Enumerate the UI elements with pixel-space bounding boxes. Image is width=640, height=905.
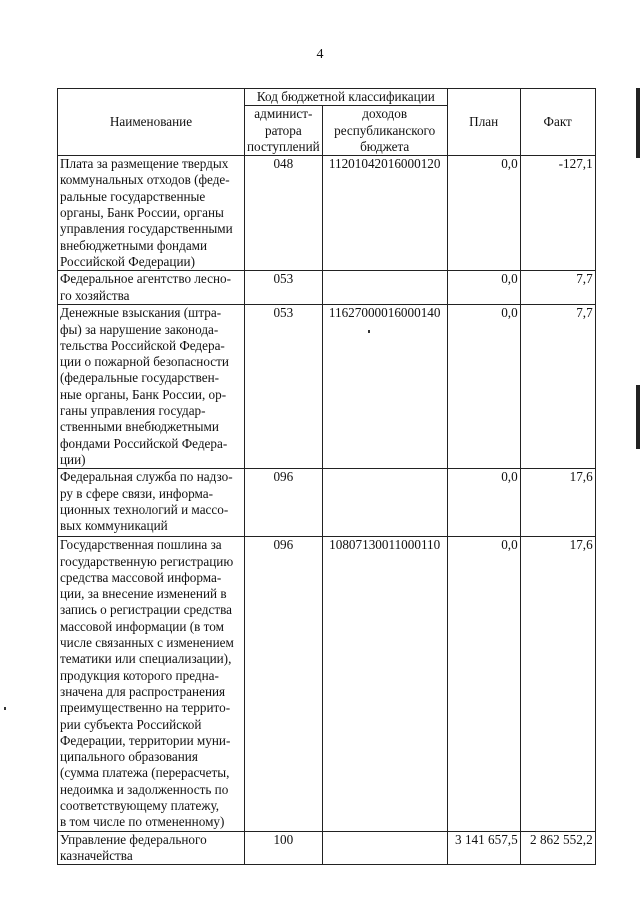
row-name <box>58 537 245 831</box>
budget-table <box>57 88 596 865</box>
row-name-line: Плата за размещение твердых <box>60 156 229 172</box>
row-admin-code: 053 <box>245 271 323 305</box>
header-income-line2: республиканского <box>334 122 436 138</box>
row-income-code <box>322 271 447 305</box>
row-name-line: ции) <box>60 451 86 467</box>
row-name-line: рии субъекта Российской <box>60 716 202 732</box>
row-name-line: средства массовой информа- <box>60 569 222 585</box>
row-name-line: ганы управления государ- <box>60 403 206 419</box>
row-name-line: Государственная пошлина за <box>60 537 222 553</box>
row-name-line: ру в сфере связи, информа- <box>60 485 213 501</box>
row-income-code <box>322 831 447 865</box>
row-name <box>58 469 245 537</box>
row-name-line: тельства Российской Федера- <box>60 337 225 353</box>
row-name-line: ные органы, Банк России, ор- <box>60 386 227 402</box>
header-admin-line1: админист- <box>254 106 313 122</box>
row-name-line: значена для распространения <box>60 683 226 699</box>
row-name-line: управления государственными <box>60 221 233 237</box>
scan-left-mark <box>4 707 6 710</box>
row-name-line: ционных технологий и массо- <box>60 501 229 517</box>
header-income <box>322 106 447 156</box>
row-name-line: внебюджетными фондами <box>60 237 208 253</box>
row-name-line: ции, за внесение изменений в <box>60 586 227 602</box>
table-row <box>58 469 596 537</box>
row-name-line: Федерации, территории муни- <box>60 732 231 748</box>
header-admin-line3: поступлений <box>247 138 320 154</box>
row-plan: 3 141 657,5 <box>447 831 520 865</box>
row-name-line: недоимка и задолженность по <box>60 781 229 797</box>
row-name-line: казначейства <box>60 847 133 863</box>
row-name-line: вых коммуникаций <box>60 518 168 534</box>
row-name-line: соответствующему платежу, <box>60 797 220 813</box>
row-plan: 0,0 <box>447 156 520 271</box>
page-number: 4 <box>316 47 324 62</box>
row-name-line: ции о пожарной безопасности <box>60 354 229 370</box>
row-income-code: 11201042016000120 <box>322 156 447 271</box>
table-row <box>58 537 596 831</box>
header-budget-code: Код бюджетной классификации <box>245 89 448 106</box>
row-fact: 2 862 552,2 <box>520 831 595 865</box>
header-name: Наименование <box>58 89 245 156</box>
row-fact: -127,1 <box>520 156 595 271</box>
row-name-line: в том числе по отмененному) <box>60 814 225 830</box>
scan-edge-mark-middle <box>636 385 640 449</box>
row-name <box>58 831 245 865</box>
header-admin-line2: ратора <box>264 122 302 138</box>
row-name-line: Российской Федерации) <box>60 253 195 269</box>
row-name <box>58 156 245 271</box>
row-name-line: массовой информации (в том <box>60 618 224 634</box>
table-row <box>58 305 596 469</box>
row-admin-code: 100 <box>245 831 323 865</box>
row-name-line: государственную регистрацию <box>60 553 234 569</box>
row-name-line: Управление федерального <box>60 831 207 847</box>
scan-edge-mark-top <box>636 88 640 158</box>
row-name-line: продукция которого предна- <box>60 667 219 683</box>
row-name-line: тематики или специализации), <box>60 651 232 667</box>
header-administrator <box>245 106 323 156</box>
header-plan: План <box>447 89 520 156</box>
row-name <box>58 305 245 469</box>
row-name-line: (федеральные государствен- <box>60 370 220 386</box>
stray-dot <box>368 330 370 333</box>
row-name-line: запись о регистрации средства <box>60 602 233 618</box>
row-name-line: фы) за нарушение законода- <box>60 321 219 337</box>
row-income-code <box>322 469 447 537</box>
row-name <box>58 271 245 305</box>
row-name-line: числе связанных с изменением <box>60 635 234 651</box>
row-name-line: органы, Банк России, органы <box>60 205 224 221</box>
row-income-code: 11627000016000140 <box>322 305 447 469</box>
header-row-top <box>58 89 596 106</box>
row-name-line: ципального образования <box>60 749 198 765</box>
row-admin-code: 096 <box>245 469 323 537</box>
table-row <box>58 156 596 271</box>
header-fact: Факт <box>520 89 595 156</box>
row-name-line: коммунальных отходов (феде- <box>60 172 230 188</box>
table-row <box>58 831 596 865</box>
row-name-line: го хозяйства <box>60 287 130 303</box>
row-name-line: ственными внебюджетными <box>60 419 219 435</box>
row-name-line: Денежные взыскания (штра- <box>60 305 222 321</box>
row-plan: 0,0 <box>447 305 520 469</box>
row-plan: 0,0 <box>447 271 520 305</box>
row-name-line: преимущественно на террито- <box>60 700 231 716</box>
row-fact: 17,6 <box>520 469 595 537</box>
row-plan: 0,0 <box>447 537 520 831</box>
row-admin-code: 048 <box>245 156 323 271</box>
row-name-line: Федеральная служба по надзо- <box>60 469 233 485</box>
row-name-line: (сумма платежа (перерасчеты, <box>60 765 230 781</box>
header-income-line1: доходов <box>362 106 408 122</box>
header-income-line3: бюджета <box>360 138 410 154</box>
row-income-code: 10807130011000110 <box>322 537 447 831</box>
row-name-line: фондами Российской Федера- <box>60 435 228 451</box>
row-fact: 7,7 <box>520 305 595 469</box>
table-row <box>58 271 596 305</box>
row-name-line: Федеральное агентство лесно- <box>60 271 232 287</box>
row-admin-code: 053 <box>245 305 323 469</box>
row-name-line: ральные государственные <box>60 188 206 204</box>
row-admin-code: 096 <box>245 537 323 831</box>
row-plan: 0,0 <box>447 469 520 537</box>
row-fact: 17,6 <box>520 537 595 831</box>
row-fact: 7,7 <box>520 271 595 305</box>
